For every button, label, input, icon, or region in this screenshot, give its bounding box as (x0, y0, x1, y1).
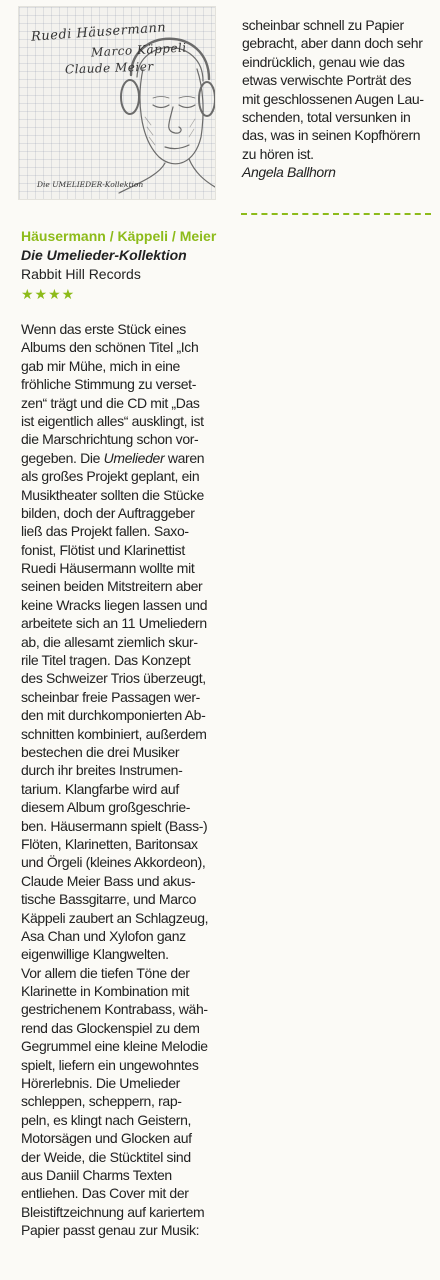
body-line (21, 467, 221, 485)
body-text: schnitten kombiniert, außerdem (21, 725, 207, 742)
rating-stars: ★★★★ (21, 286, 76, 302)
body-line (21, 1056, 221, 1074)
body-text: arbeitete sich an 11 Umeliedern (21, 615, 207, 632)
body-line (21, 669, 221, 687)
body-text: Papier passt genau zur Musik: (21, 1222, 200, 1239)
body-line (21, 633, 221, 651)
body-text: gab mir Mühe, mich in eine (21, 357, 180, 374)
body-text: Wenn das erste Stück eines (21, 321, 186, 337)
album-name-italic: Umelieder (103, 449, 165, 466)
body-text: gegeben. Die (21, 449, 104, 466)
body-text: als großes Projekt geplant, ein (21, 468, 200, 485)
body-text: diesem Album großgeschrie- (21, 799, 191, 816)
body-line (21, 412, 221, 430)
body-text: keine Wracks liegen lassen und (21, 596, 208, 613)
body-text: ist eigentlich alles“ ausklingt, ist (21, 412, 204, 429)
body-line (21, 1184, 221, 1202)
body-text: der Weide, die Stücktitel sind (21, 1148, 191, 1165)
body-text: des Schweizer Trios überzeugt, (21, 670, 206, 687)
body-text: zen“ trägt und die CD mit „Das (21, 394, 200, 411)
cover-caption: Die UMELIEDER-Kollektion (37, 180, 144, 189)
body-line (21, 430, 221, 448)
body-line (21, 504, 221, 522)
body-line (21, 651, 221, 669)
review-body-left (21, 320, 221, 1240)
body-text: tische Bassgitarre, und Marco (21, 891, 197, 908)
body-line (21, 375, 221, 393)
body-text: Vor allem die tiefen Töne der (21, 964, 190, 981)
cover-name-marco: Marco Käppeli (90, 40, 188, 60)
body-text: ab, die allesamt ziemlich skur- (21, 633, 198, 650)
body-text: und Örgeli (kleines Akkordeon), (21, 854, 206, 871)
body-text: fonist, Flötist und Klarinettist (21, 541, 185, 558)
body-line (21, 688, 221, 706)
body-line (21, 761, 221, 779)
body-line (21, 872, 221, 890)
review-header (21, 226, 221, 304)
body-line (21, 1074, 221, 1092)
body-line: gebracht, aber dann doch sehr (242, 35, 423, 52)
body-line (21, 541, 221, 559)
body-text: Claude Meier Bass und akus- (21, 872, 196, 889)
body-line (21, 890, 221, 908)
body-text: gestrichenem Kontrabass, wäh- (21, 1001, 208, 1018)
body-line (21, 982, 221, 1000)
body-text: tarium. Klangfarbe wird auf (21, 780, 179, 797)
body-text: seinen beiden Mitstreitern aber (21, 578, 203, 595)
body-text: Hörerlebnis. Die Umelieder (21, 1075, 180, 1092)
body-line (21, 449, 221, 467)
body-text: durch ihr breites Instrumen- (21, 762, 183, 779)
body-line (21, 577, 221, 595)
body-line: etwas verwischte Porträt des (242, 72, 412, 89)
body-line (21, 725, 221, 743)
body-line (21, 1111, 221, 1129)
body-text: Klarinette in Kombination mit (21, 983, 190, 1000)
body-line (21, 780, 221, 798)
body-line (21, 320, 221, 338)
body-line (21, 1037, 221, 1055)
body-line (21, 522, 221, 540)
body-line (21, 357, 221, 375)
body-line (21, 1019, 221, 1037)
body-text: spielt, liefern ein ungewohntes (21, 1056, 199, 1073)
body-line (21, 706, 221, 724)
body-line (21, 853, 221, 871)
body-line (21, 1129, 221, 1147)
body-text: rile Titel tragen. Das Konzept (21, 652, 191, 669)
body-line (21, 1000, 221, 1018)
body-line (21, 559, 221, 577)
body-text: fröhliche Stimmung zu verset- (21, 376, 197, 393)
body-line: das, was in seinen Kopfhörern (242, 127, 421, 144)
body-text: eigenwillige Klangwelten. (21, 946, 169, 963)
body-line (21, 486, 221, 504)
body-line (21, 394, 221, 412)
body-line: mit geschlossenen Augen Lau- (242, 90, 424, 107)
body-text: ließ das Projekt fallen. Saxo- (21, 523, 189, 540)
body-text: Albums den schönen Titel „Ich (21, 339, 199, 356)
body-text: bilden, doch der Auftraggeber (21, 504, 195, 521)
review-body-right (242, 16, 432, 182)
cover-name-claude: Claude Meier (64, 59, 154, 77)
body-text: Musiktheater sollten die Stücke (21, 486, 204, 503)
body-text: Bleistiftzeichnung auf kariertem (21, 1203, 205, 1220)
body-line (21, 743, 221, 761)
body-text: aus Daniil Charms Texten (21, 1166, 172, 1183)
body-line (21, 835, 221, 853)
body-text: Gegrummel eine kleine Melodie (21, 1038, 208, 1055)
section-divider (241, 213, 431, 215)
body-text: bestechen die drei Musiker (21, 743, 180, 760)
body-line: zu hören ist. (242, 145, 314, 162)
body-text: den mit durchkomponierten Ab- (21, 707, 206, 724)
body-line (21, 1221, 221, 1239)
album-title: Die Umelieder-Kollektion (21, 247, 187, 263)
body-text: Flöten, Klarinetten, Baritonsax (21, 835, 198, 852)
body-text: schleppen, scheppern, rap- (21, 1093, 182, 1110)
body-line: eindrücklich, genau wie das (242, 53, 405, 70)
body-line (21, 1148, 221, 1166)
body-line (21, 945, 221, 963)
artist-line: Häusermann / Käppeli / Meier (21, 228, 217, 244)
body-line: schenden, total versunken in (242, 108, 411, 125)
body-text: Käppeli zaubert an Schlagzeug, (21, 909, 209, 926)
body-text: rend das Glockenspiel zu dem (21, 1019, 200, 1036)
body-line (21, 964, 221, 982)
body-line: scheinbar schnell zu Papier (242, 17, 404, 33)
body-text: waren (164, 449, 205, 466)
body-line (21, 1092, 221, 1110)
body-line (21, 909, 221, 927)
body-line (21, 798, 221, 816)
body-text: entliehen. Das Cover mit der (21, 1185, 189, 1202)
author-signature: Angela Ballhorn (242, 164, 336, 181)
album-cover (18, 6, 216, 200)
body-line (21, 596, 221, 614)
body-line (21, 338, 221, 356)
cover-name-ruedi: Ruedi Häusermann (30, 20, 167, 45)
body-text: scheinbar freie Passagen wer- (21, 688, 200, 705)
body-text: Motorsägen und Glocken auf (21, 1130, 192, 1147)
body-text: ben. Häusermann spielt (Bass-) (21, 817, 208, 834)
body-text: Asa Chan und Xylofon ganz (21, 927, 186, 944)
body-line (21, 1203, 221, 1221)
body-line (21, 817, 221, 835)
body-line (21, 927, 221, 945)
body-line (21, 1166, 221, 1184)
body-text: Ruedi Häusermann wollte mit (21, 560, 195, 577)
body-text: peln, es klingt nach Geistern, (21, 1111, 192, 1128)
body-line (21, 614, 221, 632)
record-label: Rabbit Hill Records (21, 266, 141, 282)
body-text: die Marschrichtung schon vor- (21, 431, 199, 448)
